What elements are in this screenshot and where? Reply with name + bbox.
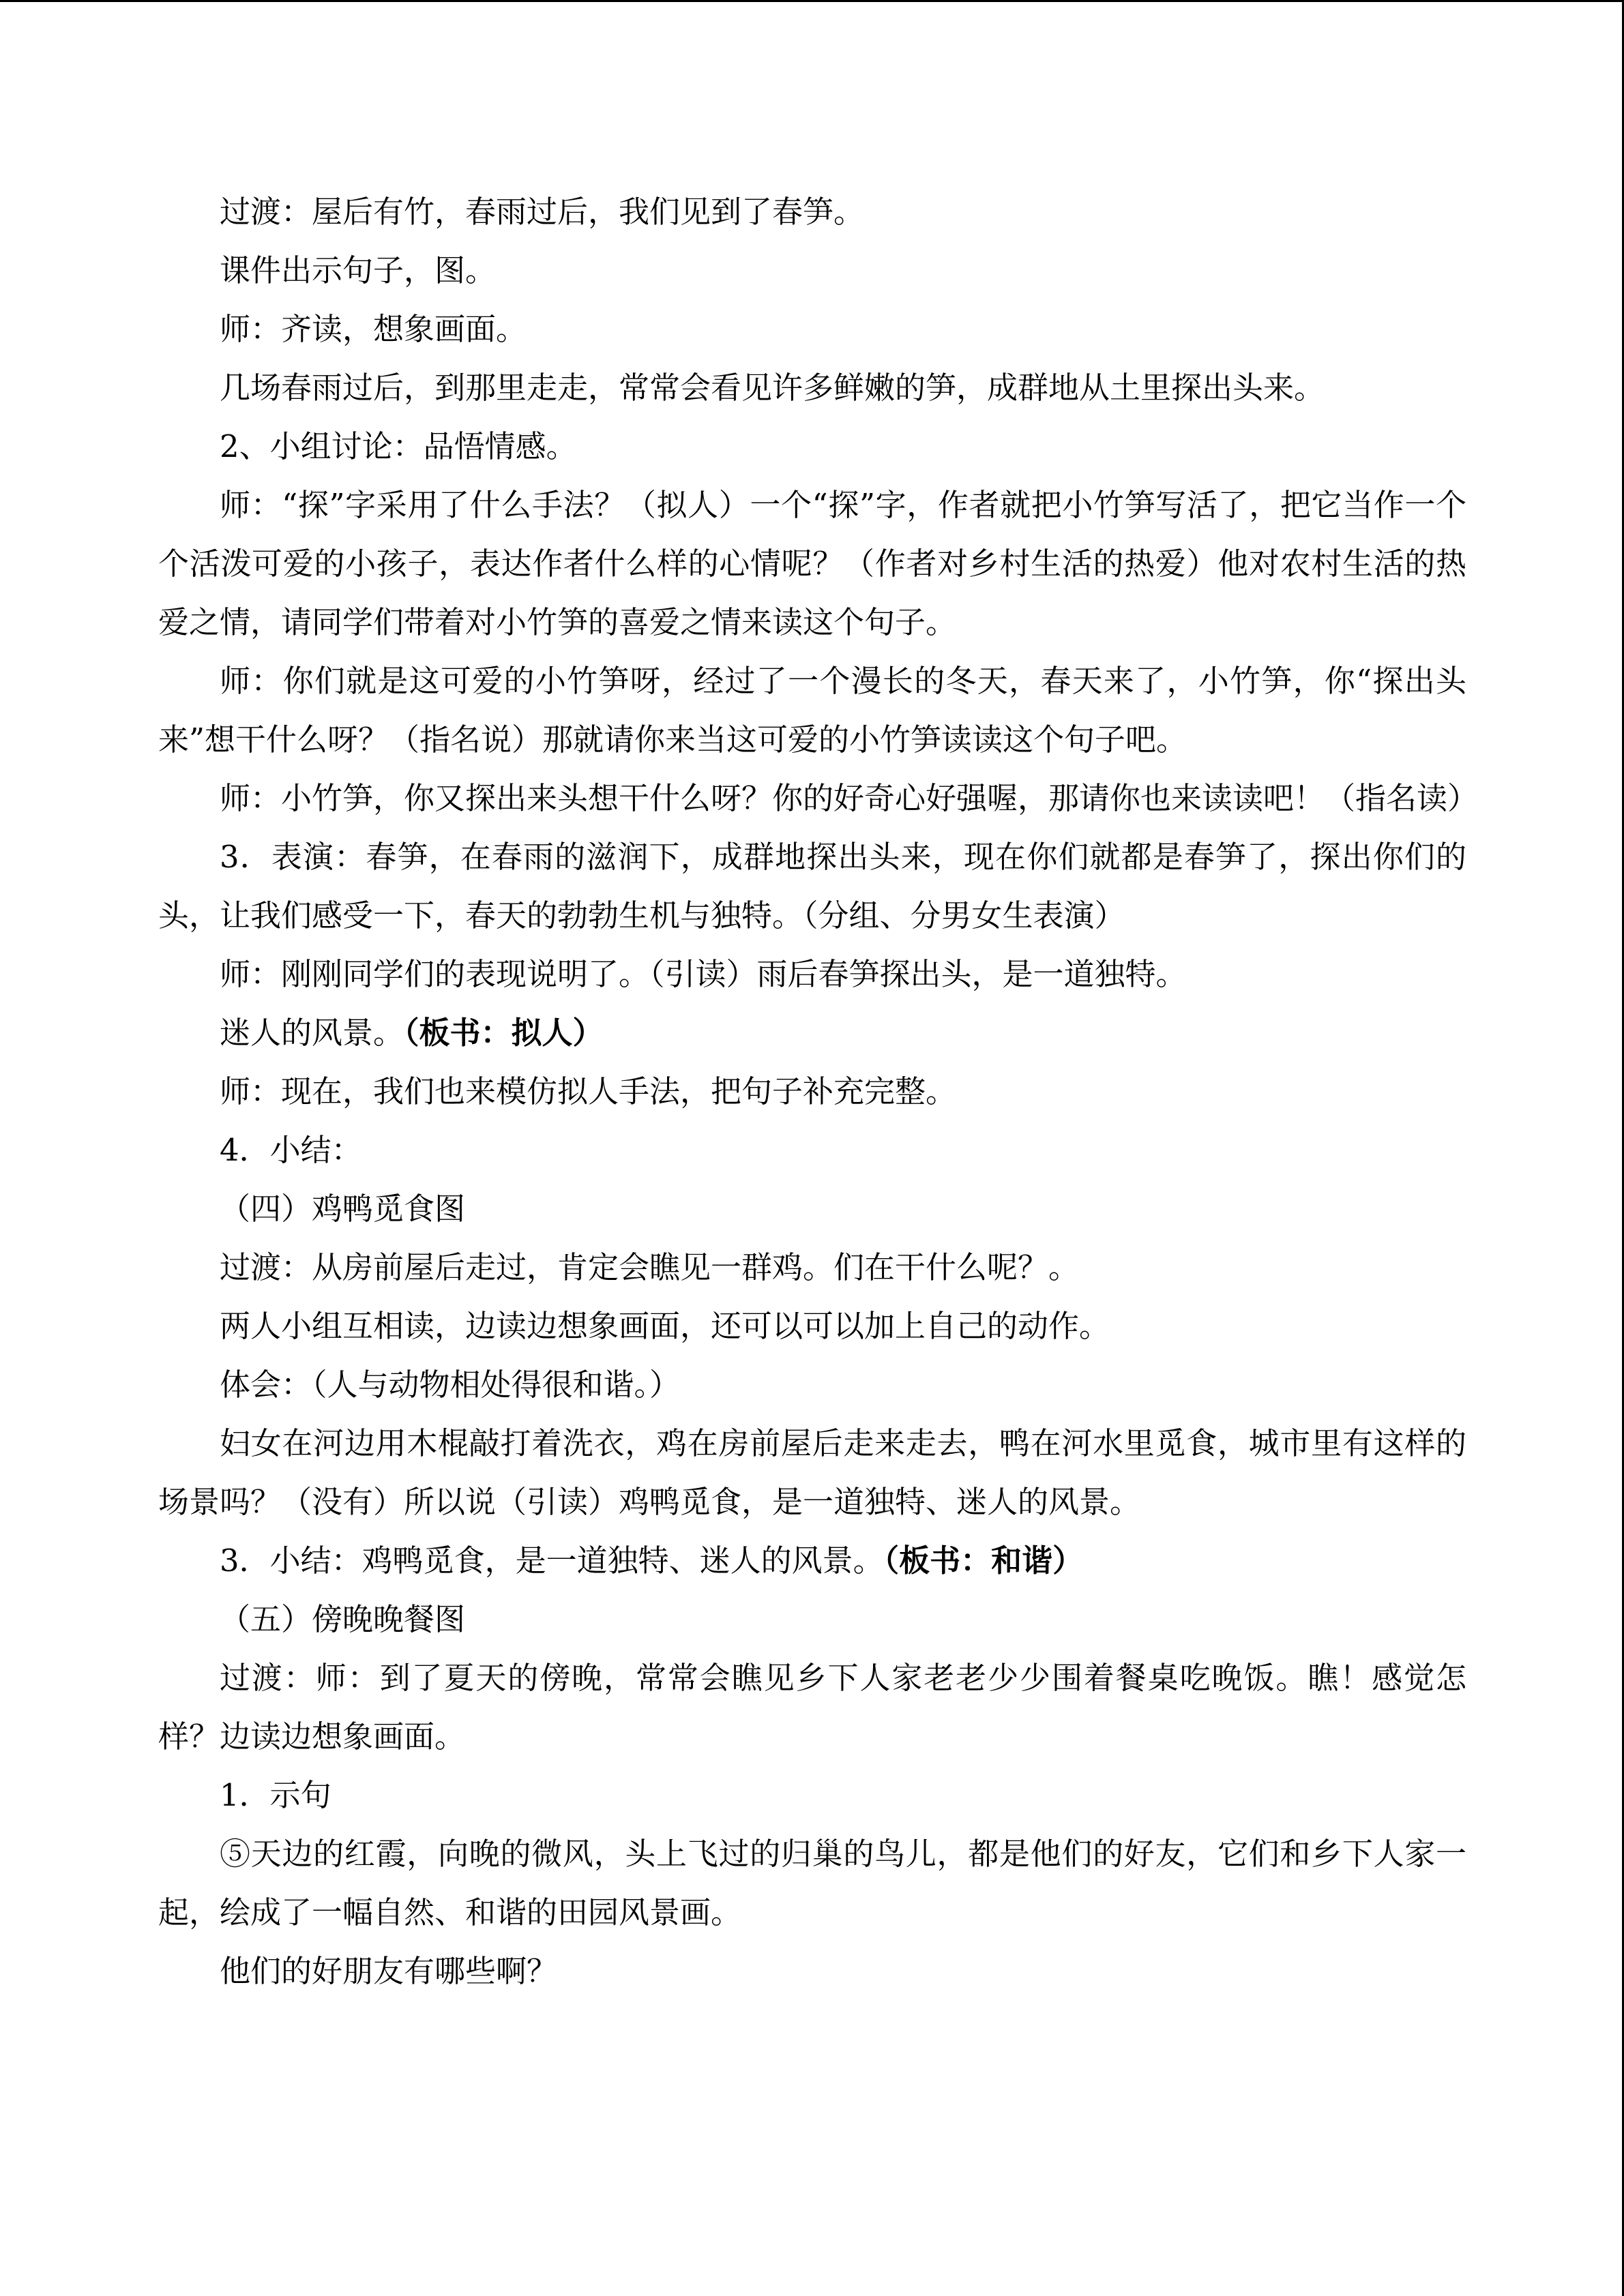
paragraph-21: 过渡：师：到了夏天的傍晚，常常会瞧见乡下人家老老少少围着餐桌吃晚饭。瞧！感觉怎样？边读边想象画面。 — [158, 1660, 1466, 1755]
paragraph-9: 3．表演：春笋，在春雨的滋润下，成群地探出头来，现在你们就都是春笋了，探出你们的头，让我们感受一下，春天的勃勃生机与独特。（分组、分男女生表演） — [158, 839, 1466, 934]
paragraph-7: 师：你们就是这可爱的小竹笋呀，经过了一个漫长的冬天，春天来了，小竹笋，你“探出头来”想干什么呀？（指名说）那就请你来当这可爱的小竹笋读读这个句子吧。 — [158, 663, 1466, 758]
paragraph-6: 师：“探”字采用了什么手法？（拟人）一个“探”字，作者就把小竹笋写活了，把它当作一个个活泼可爱的小孩子，表达作者什么样的心情呢？（作者对乡村生活的热爱）他对农村生活的热爱之情，请同学们带着对小竹笋的喜爱之情来读这个句子。 — [158, 487, 1466, 640]
paragraph-18: 妇女在河边用木棍敲打着洗衣，鸡在房前屋后走来走去，鸭在河水里觅食，城市里有这样的场景吗？（没有）所以说（引读）鸡鸭觅食，是一道独特、迷人的风景。 — [158, 1425, 1466, 1520]
paragraph-8: 师：小竹笋，你又探出来头想干什么呀？你的好奇心好强喔，那请你也来读读吧！（指名读） — [220, 780, 1479, 816]
section-heading-4: （四）鸡鸭觅食图 — [220, 1191, 466, 1227]
board-note-harmony: （板书：和谐） — [883, 1542, 1084, 1579]
paragraph-19: 3．小结：鸡鸭觅食，是一道独特、迷人的风景。（板书：和谐） — [220, 1542, 1084, 1579]
paragraph-11: 迷人的风景。（板书：拟人） — [220, 1015, 604, 1051]
paragraph-1: 过渡：屋后有竹，春雨过后，我们见到了春笋。 — [220, 194, 865, 230]
paragraph-17: 体会：（人与动物相处得很和谐。） — [220, 1367, 681, 1403]
page-border-top — [0, 0, 1624, 2]
document-body — [158, 183, 1479, 2001]
paragraph-3: 师：齐读，想象画面。 — [220, 311, 527, 347]
paragraph-10: 师：刚刚同学们的表现说明了。（引读）雨后春笋探出头，是一道独特。 — [220, 956, 1187, 992]
board-note-personification: （板书：拟人） — [404, 1015, 604, 1051]
paragraph-12: 师：现在，我们也来模仿拟人手法，把句子补充完整。 — [220, 1073, 957, 1109]
paragraph-15: 过渡：从房前屋后走过，肯定会瞧见一群鸡。们在干什么呢？。 — [220, 1249, 1080, 1285]
paragraph-4: 几场春雨过后，到那里走走，常常会看见许多鲜嫩的笋，成群地从土里探出头来。 — [220, 370, 1325, 406]
paragraph-23: ⑤天边的红霞，向晚的微风，头上飞过的归巢的鸟儿，都是他们的好友，它们和乡下人家一起，绘成了一幅自然、和谐的田园风景画。 — [158, 1836, 1466, 1930]
paragraph-16: 两人小组互相读，边读边想象画面，还可以可以加上自己的动作。 — [220, 1308, 1110, 1344]
paragraph-5: 2、小组讨论：品悟情感。 — [220, 428, 577, 464]
paragraph-22: 1．示句 — [220, 1777, 331, 1813]
section-heading-5: （五）傍晚晚餐图 — [220, 1601, 466, 1637]
paragraph-13: 4．小结： — [220, 1132, 362, 1168]
paragraph-24: 他们的好朋友有哪些啊？ — [220, 1953, 558, 1989]
paragraph-2: 课件出示句子，图。 — [220, 252, 497, 288]
